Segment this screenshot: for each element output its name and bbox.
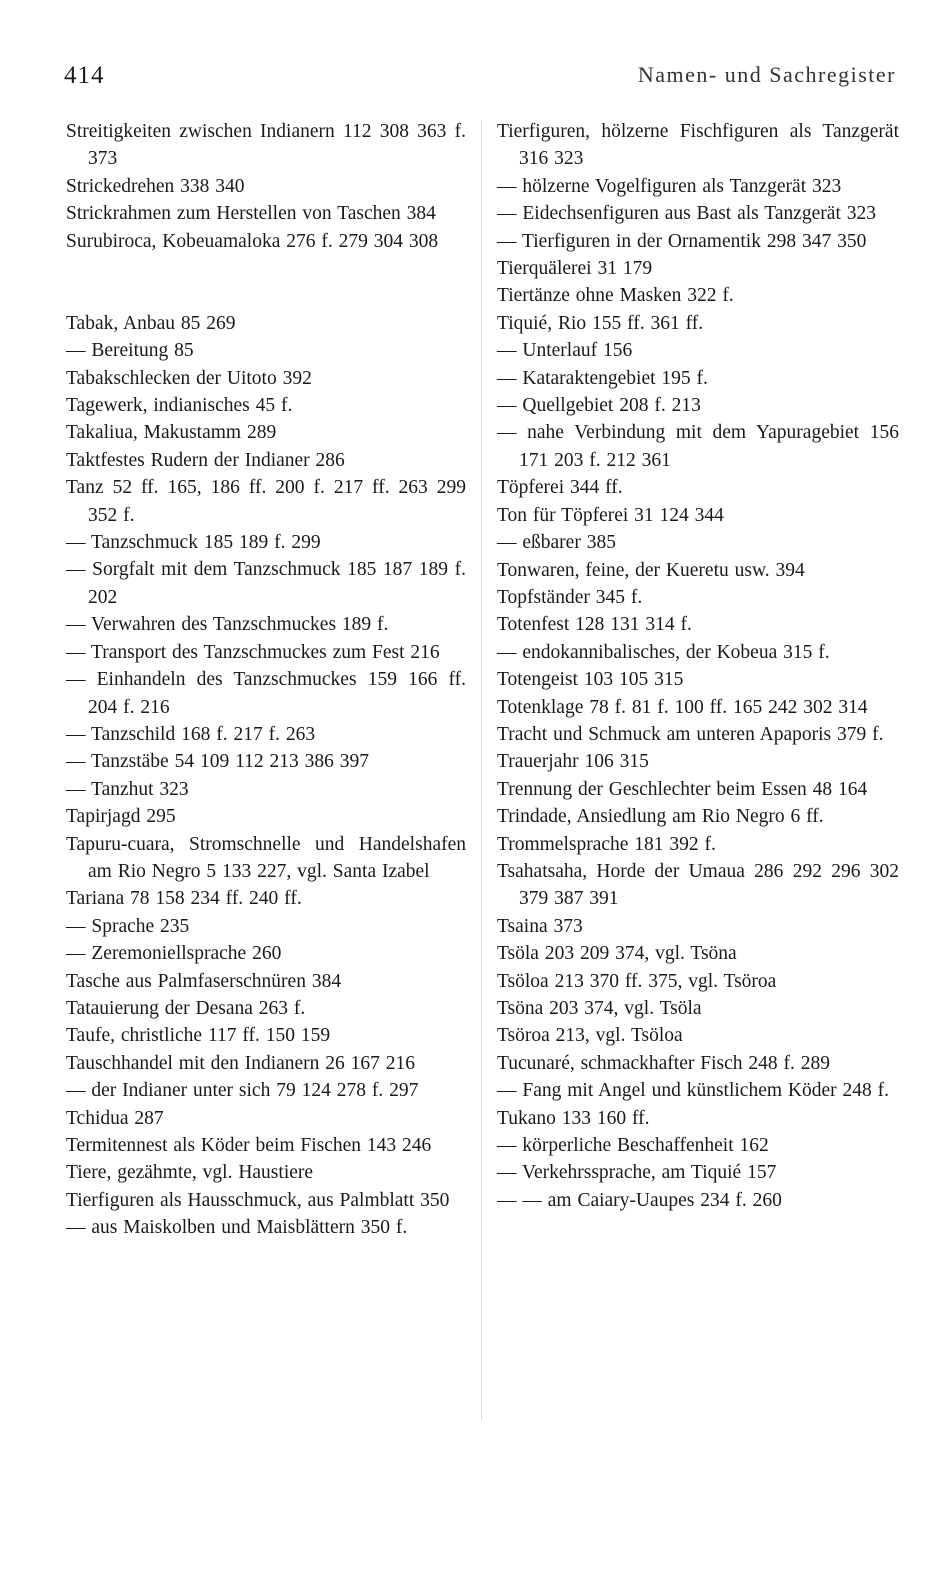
- index-entry: Taufe, christliche 117 ff. 150 159: [66, 1025, 331, 1047]
- index-entry: Tsaina 373: [497, 915, 583, 937]
- index-entry: Trindade, Ansiedlung am Rio Negro 6 ff.: [497, 806, 824, 828]
- index-entry: Tiertänze ohne Masken 322 f.: [497, 285, 734, 307]
- index-entry: — Tanzschild 168 f. 217 f. 263: [66, 723, 316, 745]
- column-divider: [481, 120, 482, 1420]
- index-entry: Tracht und Schmuck am unteren Apaporis 379 f.: [497, 723, 884, 745]
- index-entry: Trennung der Geschlechter beim Essen 48 164: [497, 778, 868, 800]
- index-entry: Termitennest als Köder beim Fischen 143 246: [66, 1135, 432, 1156]
- index-entry: Tukano 133 160 ff.: [497, 1107, 650, 1129]
- index-entry: — Tierfiguren in der Ornamentik 298 347 350: [497, 230, 867, 252]
- index-entry: Tariana 78 158 234 ff. 240 ff.: [66, 888, 302, 910]
- index-entry: Tiquié, Rio 155 ff. 361 ff.: [497, 312, 704, 334]
- index-entry: Tsöna 203 374, vgl. Tsöla: [497, 998, 702, 1019]
- index-entry: Tapirjagd 295: [66, 806, 176, 828]
- index-entry: Streitigkeiten zwischen Indianern 112 308 363 f. 373: [66, 121, 466, 170]
- right-column: [497, 118, 899, 1214]
- index-entry: Tasche aus Palmfaserschnüren 384: [66, 970, 342, 992]
- index-entry: Surubiroca, Kobeuamaloka 276 f. 279 304 308: [66, 230, 439, 252]
- index-entry: Tsöloa 213 370 ff. 375, vgl. Tsöroa: [497, 970, 777, 992]
- index-entry: Strickedrehen 338 340: [66, 175, 245, 197]
- index-entry: Trommelsprache 181 392 f.: [497, 833, 716, 855]
- index-entry: — der Indianer unter sich 79 124 278 f. 297: [66, 1080, 419, 1102]
- index-entry: — Einhandeln des Tanzschmuckes 159 166 ff. 204 f. 216: [66, 669, 466, 718]
- index-entry: — eßbarer 385: [497, 532, 616, 554]
- index-entry: Tchidua 287: [66, 1107, 164, 1129]
- index-entry: Töpferei 344 ff.: [497, 477, 623, 499]
- index-entry: Tauschhandel mit den Indianern 26 167 216: [66, 1052, 416, 1074]
- index-entry: — Transport des Tanzschmuckes zum Fest 216: [66, 641, 440, 663]
- index-entry: — Unterlauf 156: [497, 340, 633, 362]
- index-entry: Taktfestes Rudern der Indianer 286: [66, 449, 345, 471]
- index-entry: Trauerjahr 106 315: [497, 751, 649, 773]
- index-entry: Tierquälerei 31 179: [497, 258, 653, 280]
- index-entry: Ton für Töpferei 31 124 344: [497, 504, 724, 526]
- running-header: Namen- und Sachregister: [637, 62, 896, 87]
- index-entry: — endokannibalisches, der Kobeua 315 f.: [497, 641, 830, 663]
- section-gap: [66, 255, 466, 282]
- index-entry: — Zeremoniellsprache 260: [66, 943, 282, 965]
- page-number: 414: [64, 62, 105, 89]
- index-entry: — Verkehrssprache, am Tiquié 157: [497, 1162, 777, 1184]
- index-entry: — Bereitung 85: [66, 340, 194, 362]
- index-entry: Tsahatsaha, Horde der Umaua 286 292 296 302 379 387 391: [497, 860, 899, 910]
- index-entry: Tierfiguren als Hausschmuck, aus Palmblatt 350: [66, 1189, 450, 1211]
- index-entry: Tiere, gezähmte, vgl. Haustiere: [66, 1162, 314, 1184]
- index-entry: — — am Caiary-Uaupes 234 f. 260: [497, 1189, 782, 1211]
- index-entry: — Sprache 235: [66, 915, 190, 937]
- index-entry: Takaliua, Makustamm 289: [66, 422, 277, 444]
- index-entry: Tapuru-cuara, Stromschnelle und Handelshafen am Rio Negro 5 133 227, vgl. Santa Izabel: [66, 833, 466, 882]
- index-entry: Totenklage 78 f. 81 f. 100 ff. 165 242 302 314: [497, 696, 868, 718]
- index-entry: — Tanzhut 323: [66, 778, 189, 800]
- index-entry: Totengeist 103 105 315: [497, 669, 684, 691]
- index-entry: — aus Maiskolben und Maisblättern 350 f.: [66, 1217, 408, 1239]
- index-entry: — Eidechsenfiguren aus Bast als Tanzgerät 323: [497, 203, 876, 225]
- index-entry: — Sorgfalt mit dem Tanzschmuck 185 187 189 f. 202: [66, 559, 466, 608]
- index-entry: Tonwaren, feine, der Kueretu usw. 394: [497, 559, 805, 581]
- index-entry: — Verwahren des Tanzschmuckes 189 f.: [66, 614, 389, 636]
- index-entry: Tsöla 203 209 374, vgl. Tsöna: [497, 943, 737, 965]
- index-entry: Tabak, Anbau 85 269: [66, 312, 236, 334]
- section-gap: [66, 282, 466, 309]
- index-entry: Tsöroa 213, vgl. Tsöloa: [497, 1025, 683, 1047]
- index-entry: — Kataraktengebiet 195 f.: [497, 367, 708, 389]
- index-entry: Strickrahmen zum Herstellen von Taschen 384: [66, 203, 436, 225]
- index-entry: Totenfest 128 131 314 f.: [497, 614, 692, 636]
- index-entry: — hölzerne Vogelfiguren als Tanzgerät 323: [497, 175, 842, 197]
- index-entry: — körperliche Beschaffenheit 162: [497, 1135, 769, 1157]
- index-entry: — nahe Verbindung mit dem Yapuragebiet 156 171 203 f. 212 361: [497, 422, 899, 471]
- index-entry: — Tanzschmuck 185 189 f. 299: [66, 532, 321, 554]
- index-entry: Tucunaré, schmackhafter Fisch 248 f. 289: [497, 1052, 830, 1074]
- index-entry: — Quellgebiet 208 f. 213: [497, 395, 701, 417]
- index-entry: — Tanzstäbe 54 109 112 213 386 397: [66, 751, 369, 773]
- index-entry: Tagewerk, indianisches 45 f.: [66, 395, 293, 417]
- index-entry: Tatauierung der Desana 263 f.: [66, 997, 306, 1019]
- left-column: [66, 118, 466, 1242]
- index-entry: Tabakschlecken der Uitoto 392: [66, 367, 312, 389]
- index-entry: Topfständer 345 f.: [497, 586, 643, 608]
- index-entry: Tierfiguren, hölzerne Fischfiguren als Tanzgerät 316 323: [497, 121, 899, 170]
- index-entry: Tanz 52 ff. 165, 186 ff. 200 f. 217 ff. 263 299 352 f.: [66, 477, 466, 526]
- index-entry: — Fang mit Angel und künstlichem Köder 248 f.: [497, 1080, 890, 1102]
